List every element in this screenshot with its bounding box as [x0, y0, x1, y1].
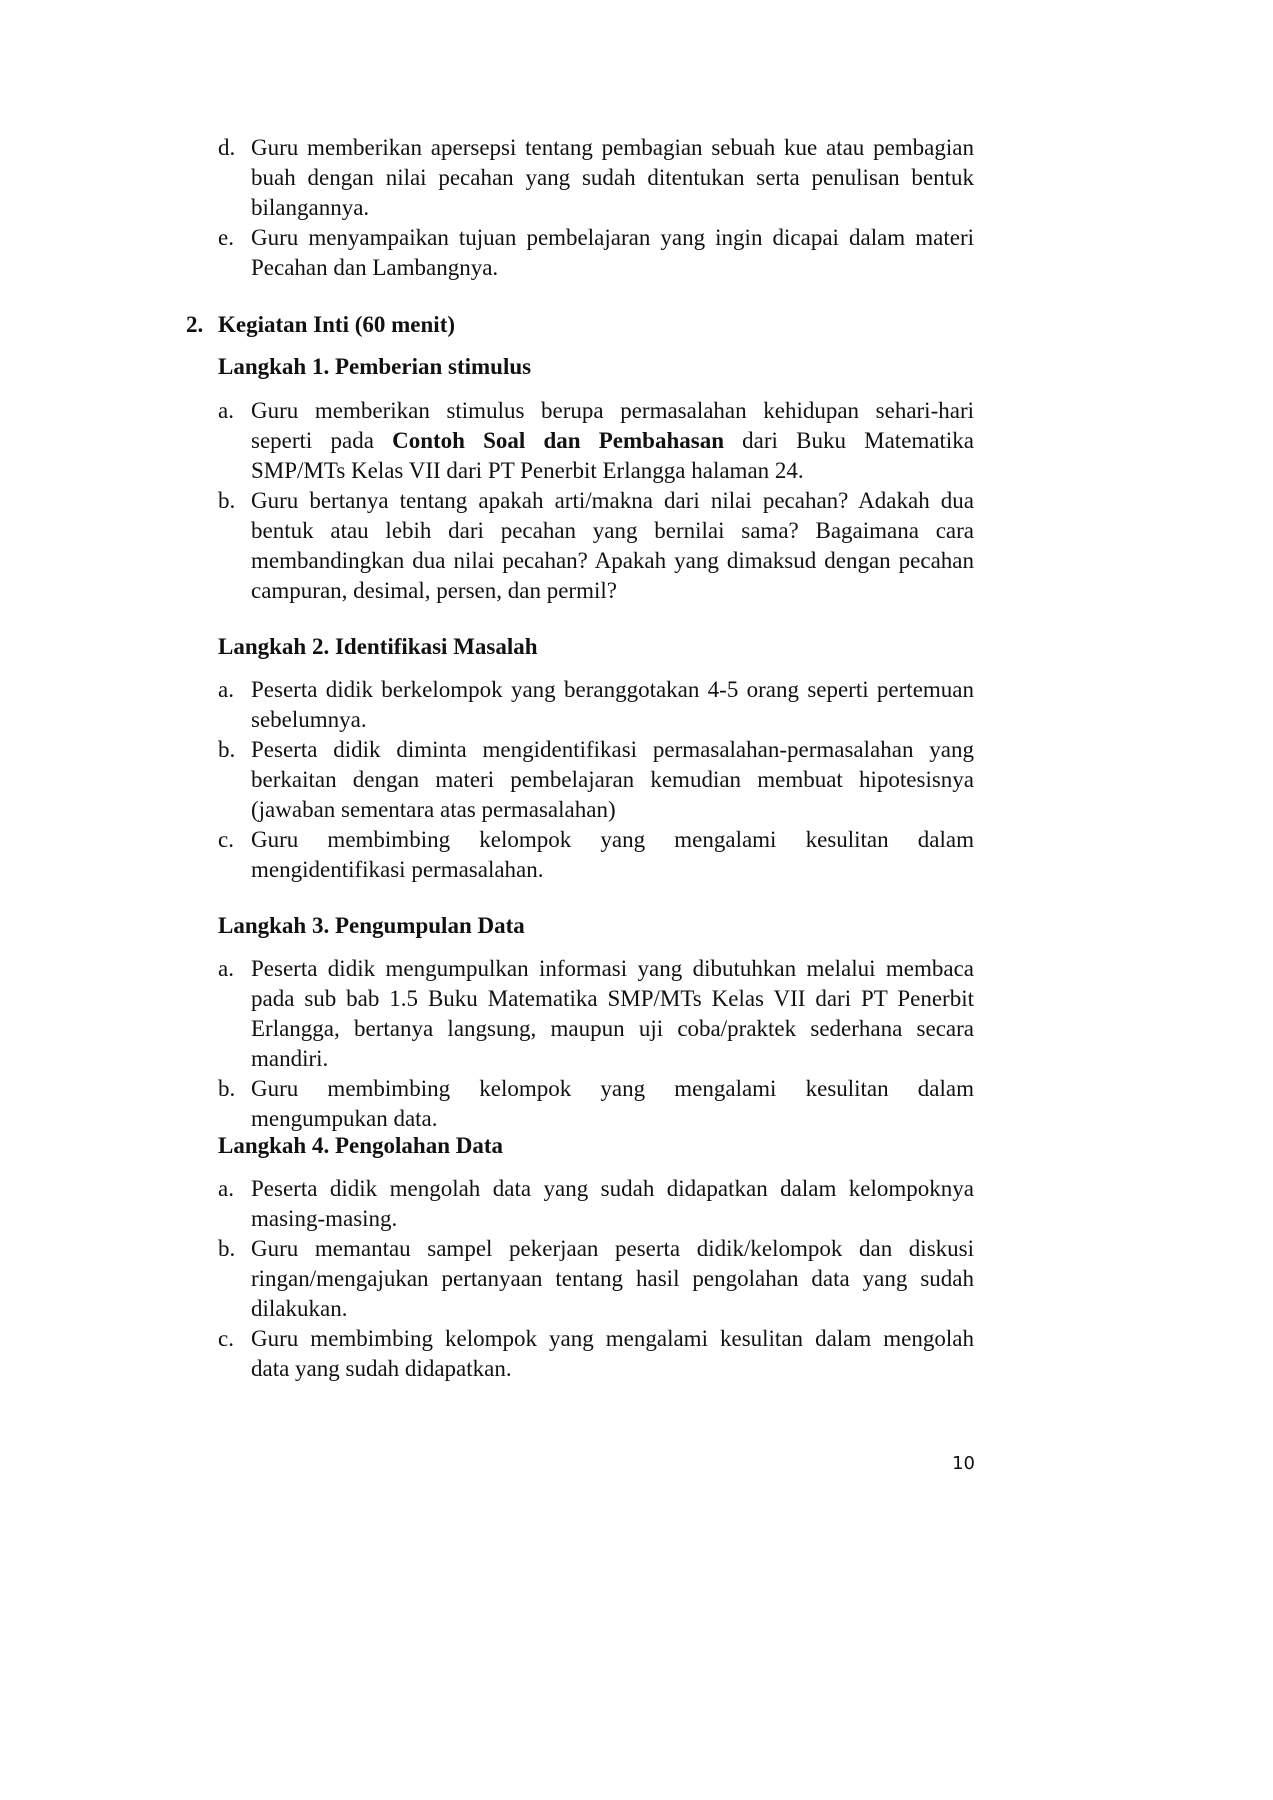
- list-item: [218, 954, 974, 1074]
- list-item-text: Guru menyampaikan tujuan pembelajaran yang ingin dicapai dalam materi Pecahan dan Lambangnya.: [251, 225, 974, 280]
- list-item-text: Guru memantau sampel pekerjaan peserta didik/kelompok dan diskusi ringan/mengajukan pertanyaan tentang hasil pengolahan data yang sudah dilakukan.: [251, 1236, 974, 1321]
- step-2-list: [218, 675, 974, 885]
- list-item: [218, 675, 974, 735]
- list-item: [218, 825, 974, 885]
- list-item: [218, 1324, 974, 1384]
- step-1-heading: Langkah 1. Pemberian stimulus: [218, 354, 532, 379]
- list-item: [218, 1234, 974, 1324]
- list-item-text: Peserta didik berkelompok yang beranggotakan 4-5 orang seperti pertemuan sebelumnya.: [251, 677, 974, 732]
- step-3-list: [218, 954, 974, 1134]
- section-title: Kegiatan Inti (60 menit): [218, 312, 456, 337]
- list-marker: a.: [218, 956, 234, 981]
- step-1-list: [218, 396, 974, 606]
- list-item-text: dari Buku Matematika SMP/MTs Kelas VII dari PT Penerbit Erlangga halaman 24.: [251, 428, 974, 483]
- list-item-text: Guru membimbing kelompok yang mengalami kesulitan dalam mengidentifikasi permasalahan.: [251, 827, 974, 882]
- list-item-text: Guru membimbing kelompok yang mengalami kesulitan dalam mengolah data yang sudah didapatkan.: [251, 1326, 974, 1381]
- list-item-text: Guru bertanya tentang apakah arti/makna dari nilai pecahan? Adakah dua bentuk atau lebih dari pecahan yang bernilai sama? Bagaimana cara membandingkan dua nilai pecahan? Apakah yang dimaksud dengan pecahan campuran, desimal, persen, dan permil?: [251, 488, 974, 603]
- section-heading: [186, 310, 976, 340]
- list-item-text: Peserta didik diminta mengidentifikasi permasalahan-permasalahan yang berkaitan dengan materi pembelajaran kemudian membuat hipotesisnya (jawaban sementara atas permasalahan): [251, 737, 974, 822]
- list-item: [218, 1074, 974, 1134]
- list-marker: b.: [218, 488, 236, 513]
- page-number: 10: [952, 1453, 975, 1474]
- book-section-title: Contoh Soal dan Pembahasan: [392, 428, 724, 453]
- intro-list: [218, 133, 974, 283]
- list-marker: b.: [218, 737, 236, 762]
- list-marker: e.: [218, 225, 234, 250]
- list-item-text: Guru memberikan stimulus berupa permasalahan kehidupan sehari-hari seperti pada: [251, 398, 974, 453]
- list-item: [218, 1174, 974, 1234]
- step-3-heading: Langkah 3. Pengumpulan Data: [218, 913, 525, 938]
- list-item: [218, 486, 974, 606]
- list-item: [218, 735, 974, 825]
- list-item: [218, 223, 974, 283]
- list-marker: a.: [218, 677, 234, 702]
- list-marker: c.: [218, 827, 234, 852]
- list-item-text: Guru memberikan apersepsi tentang pembagian sebuah kue atau pembagian buah dengan nilai pecahan yang sudah ditentukan serta penulisan bentuk bilangannya.: [251, 135, 974, 220]
- list-marker: b.: [218, 1236, 236, 1261]
- step-4-heading: Langkah 4. Pengolahan Data: [218, 1133, 504, 1158]
- list-marker: c.: [218, 1326, 234, 1351]
- step-2-heading: Langkah 2. Identifikasi Masalah: [218, 634, 538, 659]
- list-marker: a.: [218, 1176, 234, 1201]
- list-marker: d.: [218, 135, 236, 160]
- list-item-text: Peserta didik mengumpulkan informasi yang dibutuhkan melalui membaca pada sub bab 1.5 Buku Matematika SMP/MTs Kelas VII dari PT Penerbit Erlangga, bertanya langsung, maupun uji coba/praktek sederhana secara mandiri.: [251, 956, 974, 1071]
- section-number: 2.: [186, 312, 204, 337]
- list-item-text: Guru membimbing kelompok yang mengalami kesulitan dalam mengumpukan data.: [251, 1076, 974, 1131]
- step-4-list: [218, 1174, 974, 1384]
- list-item: [218, 396, 974, 486]
- list-item: [218, 133, 974, 223]
- list-item-text: Peserta didik mengolah data yang sudah didapatkan dalam kelompoknya masing-masing.: [251, 1176, 974, 1231]
- list-marker: b.: [218, 1076, 236, 1101]
- list-marker: a.: [218, 398, 234, 423]
